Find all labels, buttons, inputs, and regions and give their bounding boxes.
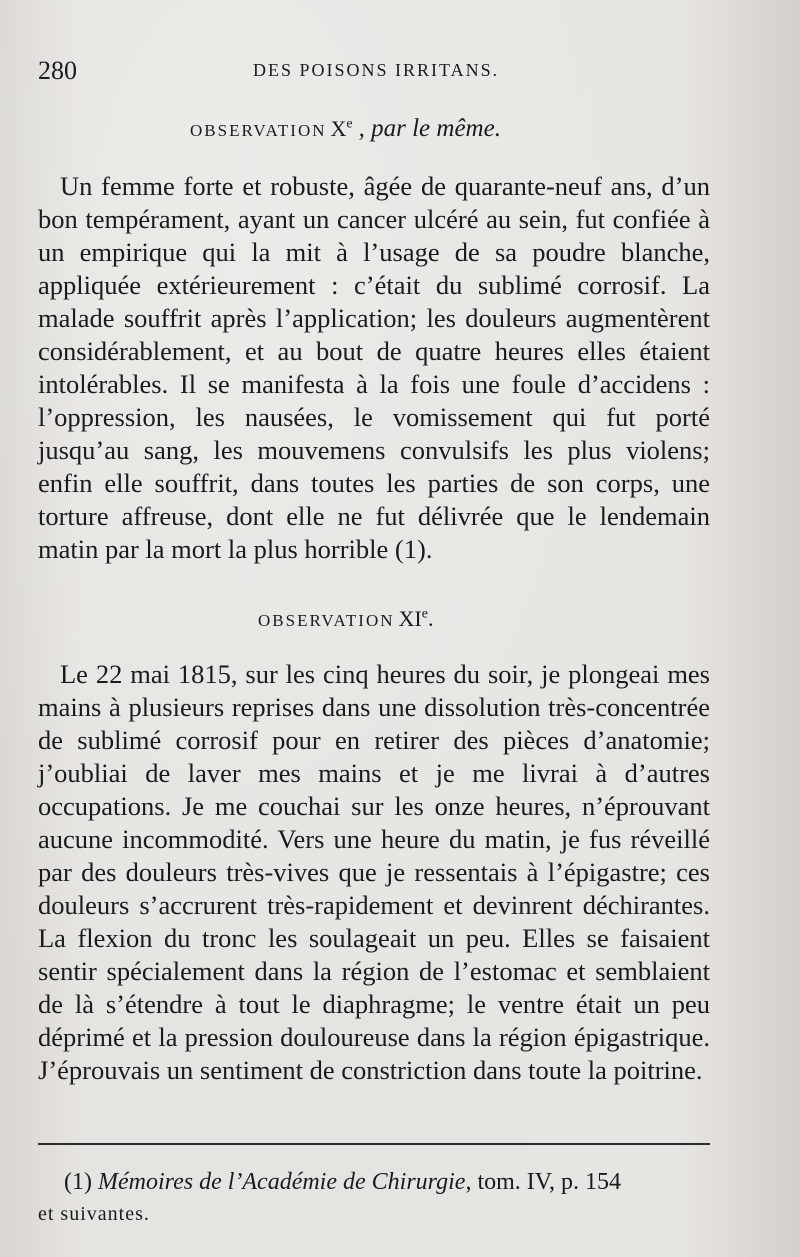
- observation-number: Xe: [330, 116, 353, 141]
- observation-11-heading: [258, 606, 433, 632]
- paragraph-2: Le 22 mai 1815, sur les cinq heures du soir, je plongeai mes mains à plusieurs reprises dans une dissolution très-concentrée de sublimé corrosif pour en retirer des pièces d’anatomie; j’oubliai de laver mes mains et je me livrai à d’autres occupations. Je me couchai sur les onze heures, n’éprouvant aucune incommodité. Vers une heure du matin, je fus réveillé par des douleurs très-vives que je ressentais à l’épigastre; ces douleurs s’accrurent très-rapidement et devinrent déchirantes. La flexion du tronc les soulageait un peu. Elles se faisaient sentir spécialement dans la région de l’estomac et semblaient de là s’étendre à tout le diaphragme; le ventre était un peu déprimé et la pression douloureuse dans la région épigastrique. J’éprouvais un sentiment de constriction dans toute la poitrine.: [38, 659, 710, 1085]
- running-head: [38, 56, 710, 86]
- footnote-rule: [38, 1143, 710, 1145]
- page-number: 280: [38, 56, 77, 85]
- running-title: DES POISONS IRRITANS.: [253, 60, 500, 80]
- paragraph-1: Un femme forte et robuste, âgée de quarante-neuf ans, d’un bon tempérament, ayant un cancer ulcéré au sein, fut confiée à un empirique qui la mit à l’usage de sa poudre blanche, appliquée extérieurement : c’était du sublimé corrosif. La malade souffrit après l’application; les douleurs augmentèrent considérablement, et au bout de quatre heures elles étaient intolérables. Il se manifesta à la fois une foule d’accidens : l’oppression, les nausées, le vomissement qui fut porté jusqu’au sang, les mouvemens convulsifs les plus violens; enfin elle souffrit, dans toutes les parties de son corps, une torture affreuse, dont elle ne fut délivrée que le lendemain matin par la mort la plus horrible (1).: [38, 171, 710, 564]
- observation-label: OBSERVATION: [190, 121, 327, 140]
- observation-attribution: , par le même.: [358, 115, 501, 142]
- observation-label: OBSERVATION: [258, 611, 395, 630]
- observation-10-heading: [190, 115, 501, 143]
- footnote-continuation: et suivantes.: [38, 1203, 150, 1225]
- footnote-mark: (1): [64, 1169, 92, 1195]
- footnote-reference: , tom. IV, p. 154: [465, 1169, 622, 1195]
- footnote-line-1: [38, 1166, 710, 1198]
- footnote: [38, 1166, 710, 1230]
- observation-number: XIe.: [398, 606, 434, 631]
- footnote-title: Mémoires de l’Académie de Chirurgie: [97, 1169, 466, 1195]
